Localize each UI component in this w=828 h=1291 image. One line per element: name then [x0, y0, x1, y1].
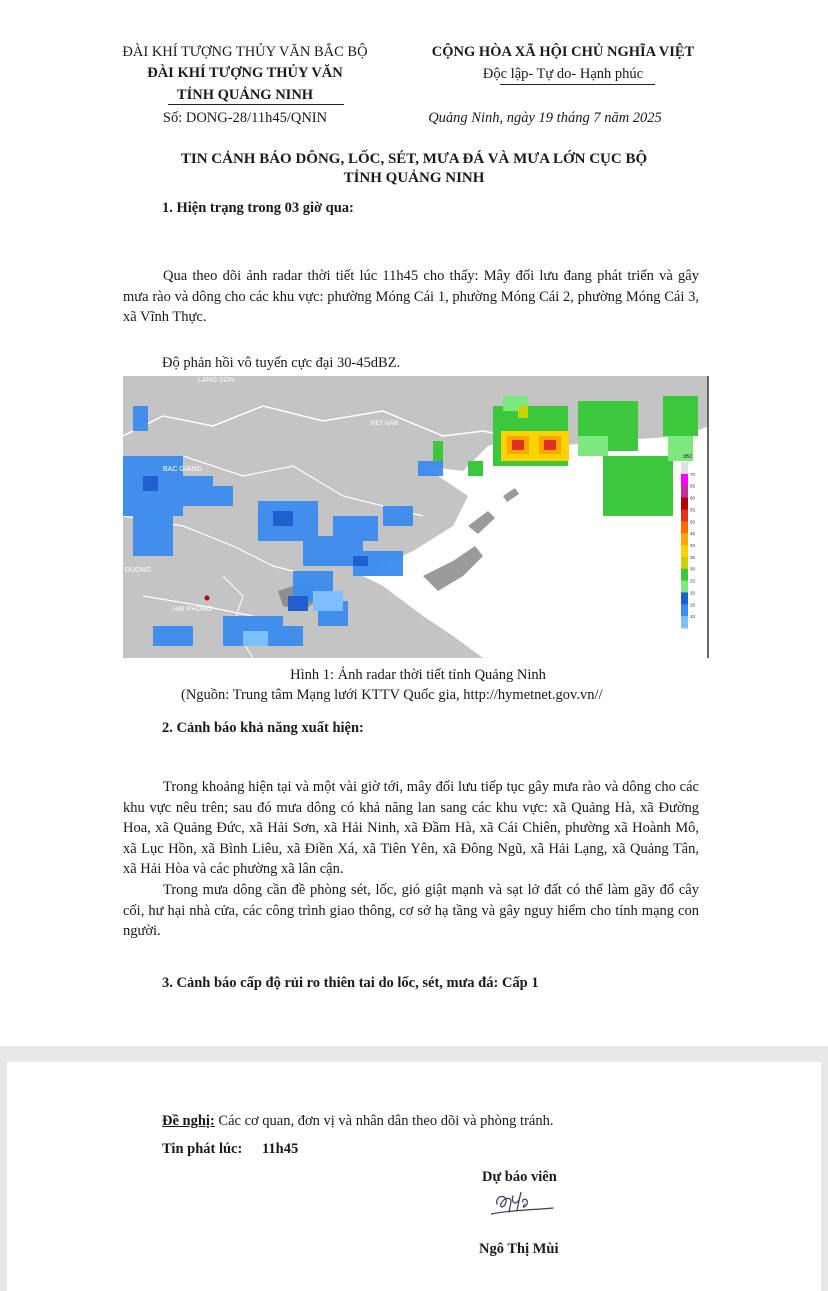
issue-date: Quảng Ninh, ngày 19 tháng 7 năm 2025 — [428, 110, 662, 126]
legend-tick-20: 20 — [690, 590, 696, 596]
legend-color-7 — [681, 545, 688, 557]
proposal-label: Đề nghị: — [162, 1113, 215, 1129]
legend-tick-25: 25 — [690, 578, 696, 584]
national-motto: Độc lập- Tự do- Hạnh phúc — [482, 66, 644, 82]
agency-name: ĐÀI KHÍ TƯỢNG THỦY VĂN — [147, 65, 343, 81]
radar-image — [123, 376, 709, 658]
signer-name: Ngô Thị Mùi — [479, 1241, 559, 1257]
legend-tick-50: 50 — [690, 519, 696, 525]
legend-tick-60: 60 — [690, 495, 696, 501]
section-3-heading: 3. Cảnh báo cấp độ rủi ro thiên tai do lốc, sét, mưa đá: Cấp 1 — [162, 975, 539, 991]
legend-color-12 — [681, 604, 688, 616]
section-2-heading: 2. Cảnh báo khả năng xuất hiện: — [162, 720, 364, 736]
legend-tick-45: 45 — [690, 531, 696, 537]
map-label-viet-nam: VIET NAM — [370, 421, 399, 427]
proposal-line — [162, 1111, 553, 1132]
legend-color-5 — [681, 521, 688, 533]
map-label-hai-phong: HAI PHONG — [173, 606, 213, 613]
country-name: CỘNG HÒA XÃ HỘI CHỦ NGHĨA VIỆT — [431, 44, 695, 60]
legend-unit: dBZ — [683, 454, 693, 460]
section-1-heading: 1. Hiện trạng trong 03 giờ qua: — [162, 200, 354, 216]
legend-color-3 — [681, 498, 688, 510]
section-2-paragraph-1: Trong khoảng hiện tại và một vài giờ tới, mây đối lưu tiếp tục gây mưa rào và dông cho các khu vực nêu trên; sau đó mưa dông có khả năng lan sang các khu vực: xã Quảng Hà, xã Đường Hoa, xã Quảng Đức, xã Hải Sơn, xã Hải Ninh, xã Đầm Hà, xã Cái Chiên, phường xã Hoành Mô, xã Lục Hồn, xã Bình Liêu, xã Điền Xá, xã Tiên Yên, xã Đông Ngũ, xã Hải Lạng, xã Quảng Tân, xã Hải Hòa và các phường xã lân cận. — [123, 779, 699, 877]
legend-tick-30: 30 — [690, 566, 696, 572]
map-label-duong: DUONG — [125, 567, 152, 574]
legend-tick-40: 40 — [690, 543, 696, 548]
issued-line — [162, 1139, 298, 1160]
legend-color-9 — [681, 569, 688, 581]
section-2-paragraph-2: Trong mưa dông cần đề phòng sét, lốc, gió giật mạnh và sạt lở đất có thể làm gãy đổ cây cối, hư hại nhà cửa, các công trình giao thông, cơ sở hạ tầng và gây nguy hiểm cho tính mạng con người. — [123, 882, 699, 939]
signer-title: Dự báo viên — [482, 1169, 557, 1185]
motto-underline — [500, 84, 655, 85]
reflectivity-note: Độ phản hồi vô tuyến cực đại 30-45dBZ. — [162, 355, 401, 371]
legend-color-2 — [681, 486, 688, 498]
legend-color-8 — [681, 557, 688, 569]
legend-tick-35: 35 — [690, 554, 696, 560]
legend-color-1 — [681, 474, 688, 486]
document-title: TIN CẢNH BÁO DÔNG, LỐC, SÉT, MƯA ĐÁ VÀ MƯA LỚN CỤC BỘ — [180, 151, 648, 167]
signature-image — [491, 1188, 561, 1224]
section-1-paragraph: Qua theo dõi ảnh radar thời tiết lúc 11h45 cho thấy: Mây đối lưu đang phát triển và gây mưa rào và dông cho các khu vực: phường Móng Cái 1, phường Móng Cái 2, phường Móng Cái 3, xã Vĩnh Thực. — [123, 268, 699, 325]
proposal-text: Các cơ quan, đơn vị và nhân dân theo dõi và phòng tránh. — [218, 1113, 554, 1129]
agency-province: TỈNH QUẢNG NINH — [176, 87, 314, 103]
agency-underline — [168, 104, 344, 105]
document-number: Số: DONG-28/11h45/QNIN — [162, 110, 328, 126]
legend-tick-65: 65 — [690, 483, 696, 489]
issued-label: Tin phát lúc: — [162, 1141, 243, 1157]
legend-color-11 — [681, 592, 688, 604]
agency-parent: ĐÀI KHÍ TƯỢNG THỦY VĂN BẮC BỘ — [122, 44, 368, 60]
legend-tick-70: 70 — [690, 471, 696, 477]
legend-color-6 — [681, 533, 688, 545]
document-page-2 — [7, 1062, 821, 1291]
legend-color-0 — [681, 462, 688, 474]
issued-time: 11h45 — [261, 1141, 299, 1157]
legend-tick-55: 55 — [690, 507, 696, 513]
legend-tick-10: 10 — [690, 614, 696, 620]
legend-color-4 — [681, 509, 688, 521]
figure-source: (Nguồn: Trung tâm Mạng lưới KTTV Quốc gia, http://hymetnet.gov.vn// — [181, 687, 603, 703]
map-label-lang-son: LANG SON — [198, 377, 235, 384]
document-title-province: TỈNH QUẢNG NINH — [343, 170, 485, 186]
radar-map — [123, 376, 709, 658]
map-label-bac-giang: BAC GIANG — [163, 466, 202, 473]
legend-tick-15: 15 — [690, 602, 696, 608]
legend-color-13 — [681, 616, 688, 628]
figure-caption: Hình 1: Ảnh radar thời tiết tỉnh Quảng Ninh — [290, 667, 546, 683]
legend-color-10 — [681, 581, 688, 593]
